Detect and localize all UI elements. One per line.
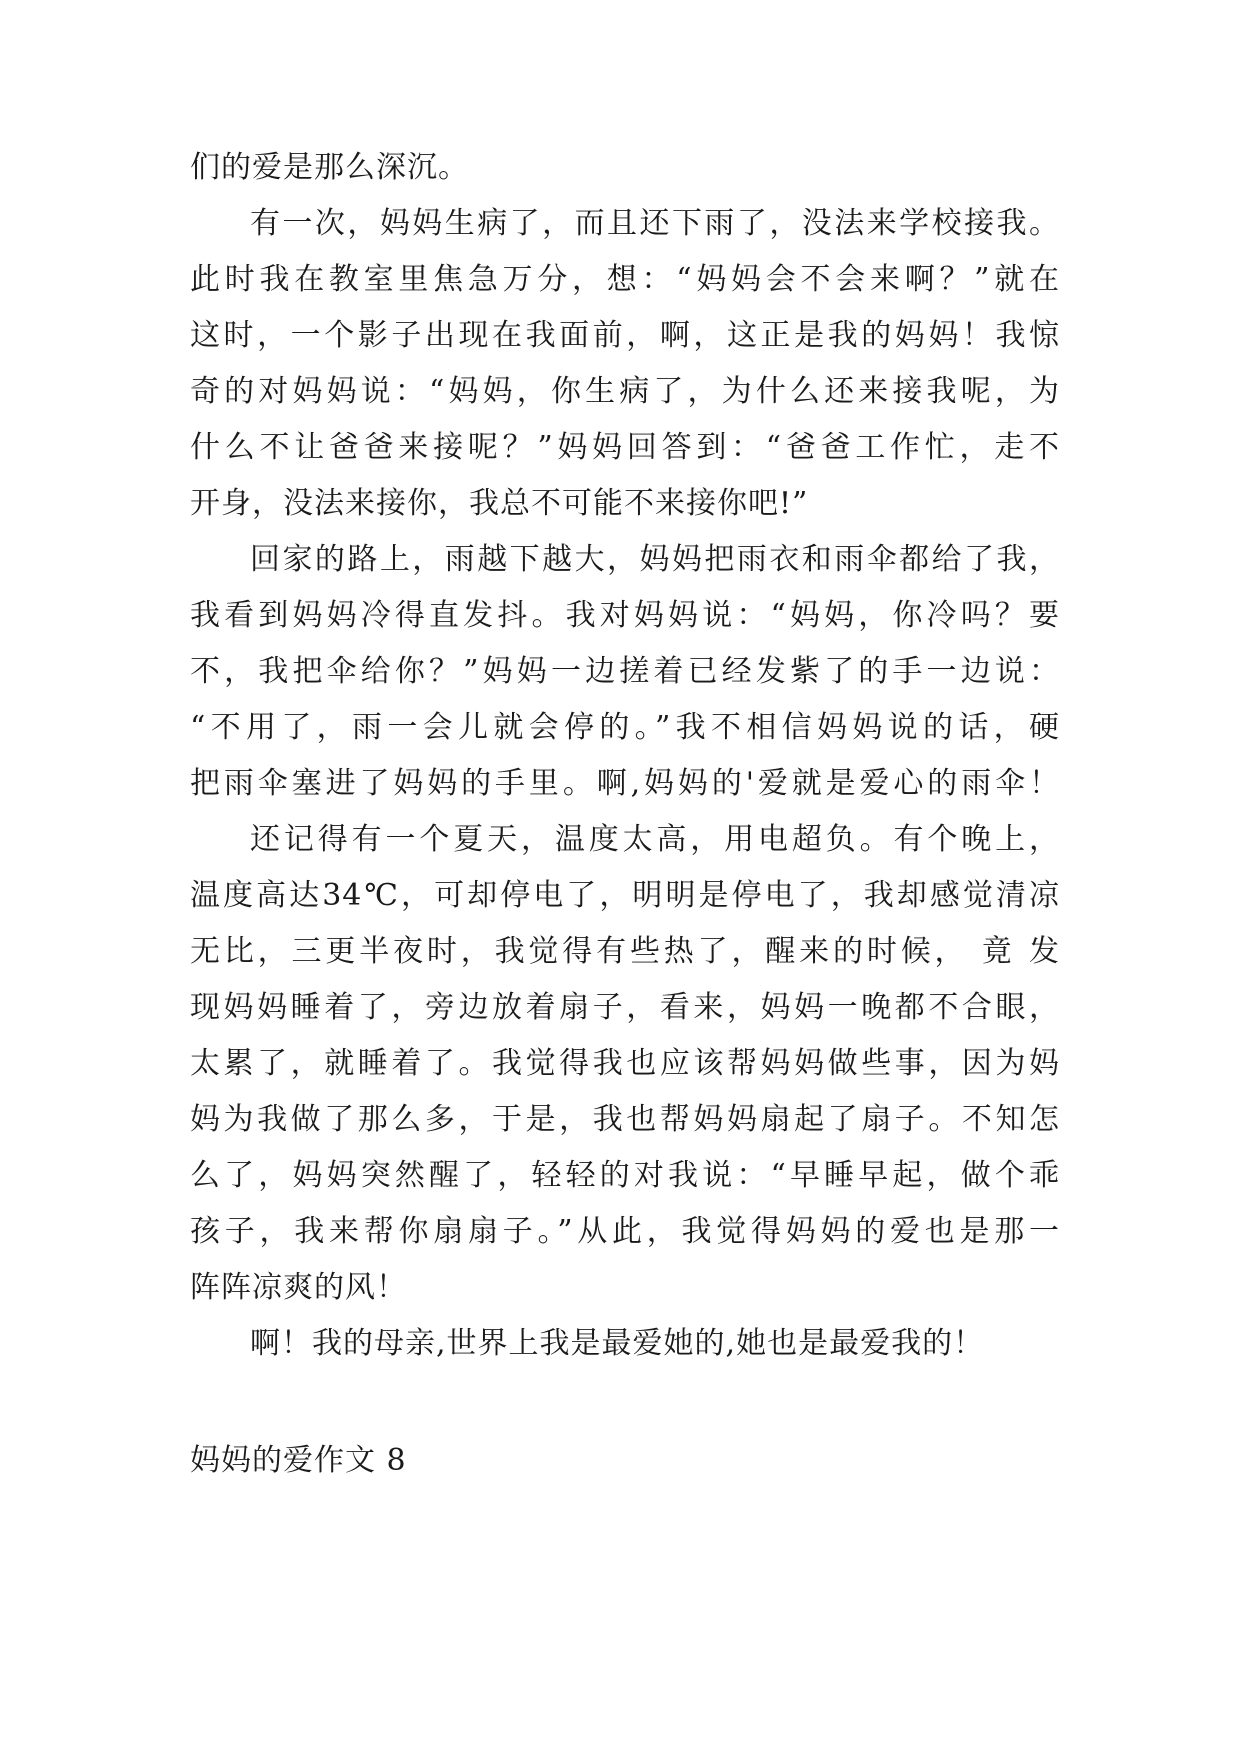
paragraph-line: 还记得有一个夏天，温度太高，用电超负。有个晚上， [250,822,1060,857]
paragraph-line: 啊！我的母亲,世界上我是最爱她的,她也是最爱我的！ [250,1326,985,1361]
paragraph-line: 阵阵凉爽的风！ [190,1270,407,1305]
essay-heading: 妈妈的爱作文 8 [190,1443,407,1478]
paragraph-line: 开身，没法来接你，我总不可能不来接你吧!” [190,486,809,521]
paragraph-line: 妈为我做了那么多，于是，我也帮妈妈扇起了扇子。不知怎 [190,1102,1060,1137]
paragraph-line: 么了，妈妈突然醒了，轻轻的对我说：“早睡早起，做个乖 [190,1158,1060,1193]
paragraph-line: 温度高达34℃，可却停电了，明明是停电了，我却感觉清凉 [190,878,1060,913]
paragraph-line: 孩子，我来帮你扇扇子。”从此，我觉得妈妈的爱也是那一 [190,1214,1060,1249]
paragraph-line: 这时，一个影子出现在我面前，啊，这正是我的妈妈！我惊 [190,318,1060,353]
paragraph-line: 什么不让爸爸来接呢？”妈妈回答到：“爸爸工作忙，走不 [190,430,1060,465]
paragraph-line: 有一次，妈妈生病了，而且还下雨了，没法来学校接我。 [250,206,1060,241]
paragraph-line: 们的爱是那么深沉。 [190,150,469,185]
paragraph-line: 奇的对妈妈说：“妈妈，你生病了，为什么还来接我呢，为 [190,374,1060,409]
paragraph-line: 回家的路上，雨越下越大，妈妈把雨衣和雨伞都给了我， [250,542,1060,577]
paragraph-line: 把雨伞塞进了妈妈的手里。啊,妈妈的'爱就是爱心的雨伞！ [190,766,1060,801]
paragraph-line: “不用了，雨一会儿就会停的。”我不相信妈妈说的话，硬 [190,710,1060,745]
paragraph-line: 不，我把伞给你？”妈妈一边搓着已经发紫了的手一边说： [190,654,1060,689]
paragraph-line: 太累了，就睡着了。我觉得我也应该帮妈妈做些事，因为妈 [190,1046,1060,1081]
paragraph-line: 现妈妈睡着了，旁边放着扇子，看来，妈妈一晚都不合眼， [190,990,1060,1025]
paragraph-line: 无比，三更半夜时，我觉得有些热了，醒来的时候， 竟 发 [190,934,1060,969]
paragraph-line: 我看到妈妈冷得直发抖。我对妈妈说：“妈妈，你冷吗？要 [190,598,1060,633]
paragraph-line: 此时我在教室里焦急万分，想：“妈妈会不会来啊？”就在 [190,262,1060,297]
